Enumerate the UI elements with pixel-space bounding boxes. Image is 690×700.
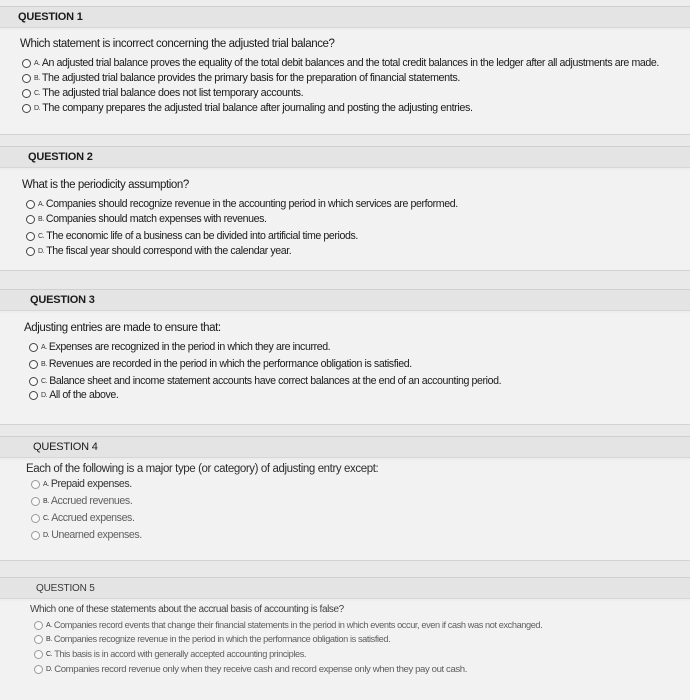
option-text: The adjusted trial balance does not list temporary accounts. bbox=[42, 87, 304, 99]
question-3-option-d[interactable] bbox=[29, 389, 118, 401]
question-1 bbox=[0, 0, 690, 136]
radio-button-icon[interactable] bbox=[29, 360, 38, 369]
radio-button-icon[interactable] bbox=[31, 531, 40, 540]
question-4-header bbox=[0, 436, 690, 458]
option-letter: A. bbox=[43, 480, 49, 488]
option-text: The economic life of a business can be divided into artificial time periods. bbox=[46, 230, 358, 242]
option-text: Companies should match expenses with revenues. bbox=[45, 213, 267, 225]
option-text: Accrued revenues. bbox=[50, 495, 133, 507]
option-text: Balance sheet and income statement accounts have correct balances at the end of an accounting period. bbox=[49, 375, 502, 387]
option-letter: D. bbox=[34, 104, 41, 112]
option-text: Companies record revenue only when they receive cash and record expense only when they pay out cash. bbox=[54, 664, 467, 675]
radio-button-icon[interactable] bbox=[26, 232, 35, 241]
question-2-option-b[interactable] bbox=[26, 213, 267, 225]
option-letter: A. bbox=[41, 343, 47, 351]
radio-button-icon[interactable] bbox=[34, 621, 43, 630]
option-text: Companies recognize revenue in the period in which the performance obligation is satisfied. bbox=[53, 634, 391, 644]
question-4-option-b[interactable] bbox=[31, 495, 132, 507]
question-4-option-c[interactable] bbox=[31, 512, 135, 524]
question-2-title: QUESTION 2 bbox=[28, 151, 93, 163]
option-text: All of the above. bbox=[49, 389, 119, 401]
question-divider bbox=[0, 270, 690, 290]
question-2-option-c[interactable] bbox=[26, 230, 358, 242]
option-letter: A. bbox=[38, 200, 44, 208]
option-text: Expenses are recognized in the period in which they are incurred. bbox=[48, 341, 331, 353]
option-text: Accrued expenses. bbox=[51, 512, 135, 524]
question-5-title: QUESTION 5 bbox=[36, 582, 95, 594]
question-3-option-b[interactable] bbox=[29, 358, 412, 370]
question-3-option-a[interactable] bbox=[29, 341, 330, 353]
question-2-option-d[interactable] bbox=[26, 245, 291, 257]
question-4-title: QUESTION 4 bbox=[33, 441, 98, 453]
question-3-prompt: Adjusting entries are made to ensure that: bbox=[24, 322, 221, 334]
question-1-prompt: Which statement is incorrect concerning the adjusted trial balance? bbox=[20, 38, 335, 50]
option-letter: C. bbox=[41, 377, 48, 385]
question-5-header bbox=[0, 577, 690, 599]
option-text: This basis is in accord with generally accepted accounting principles. bbox=[54, 649, 307, 659]
radio-button-icon[interactable] bbox=[34, 635, 43, 644]
option-text: An adjusted trial balance proves the equality of the total debit balances and the total credit balances in the ledger after all adjustments are made. bbox=[41, 57, 659, 69]
question-3 bbox=[0, 289, 690, 427]
question-1-option-d[interactable] bbox=[22, 102, 473, 114]
option-letter: C. bbox=[43, 514, 50, 522]
option-letter: C. bbox=[46, 650, 53, 658]
radio-button-icon[interactable] bbox=[31, 497, 40, 506]
option-text: The company prepares the adjusted trial balance after journaling and posting the adjusting entries. bbox=[42, 102, 473, 114]
option-text: The fiscal year should correspond with the calendar year. bbox=[46, 245, 292, 257]
option-text: Unearned expenses. bbox=[51, 529, 142, 541]
option-letter: B. bbox=[38, 215, 44, 223]
option-letter: D. bbox=[43, 531, 50, 539]
question-1-option-c[interactable] bbox=[22, 87, 303, 99]
question-4 bbox=[0, 436, 690, 566]
question-4-body bbox=[0, 460, 690, 566]
radio-button-icon[interactable] bbox=[29, 377, 38, 386]
option-text: Companies should recognize revenue in the accounting period in which services are performed. bbox=[45, 198, 458, 210]
option-text: Companies record events that change their financial statements in the period in which events occur, even if cash was not exchanged. bbox=[53, 620, 543, 630]
question-3-option-c[interactable] bbox=[29, 375, 501, 387]
option-letter: C. bbox=[38, 232, 45, 240]
question-4-option-d[interactable] bbox=[31, 529, 142, 541]
question-1-option-b[interactable] bbox=[22, 72, 460, 84]
radio-button-icon[interactable] bbox=[29, 343, 38, 352]
option-letter: B. bbox=[34, 74, 40, 82]
question-1-header bbox=[0, 6, 690, 28]
question-2-header bbox=[0, 146, 690, 168]
question-5-prompt: Which one of these statements about the accrual basis of accounting is false? bbox=[30, 604, 344, 615]
option-text: Prepaid expenses. bbox=[50, 478, 132, 490]
question-2-option-a[interactable] bbox=[26, 198, 458, 210]
question-5-option-b[interactable] bbox=[34, 634, 390, 644]
question-2 bbox=[0, 146, 690, 272]
question-3-header bbox=[0, 289, 690, 311]
radio-button-icon[interactable] bbox=[22, 74, 31, 83]
radio-button-icon[interactable] bbox=[31, 480, 40, 489]
radio-button-icon[interactable] bbox=[34, 665, 43, 674]
question-5-option-d[interactable] bbox=[34, 664, 467, 675]
option-letter: A. bbox=[34, 59, 40, 67]
question-5 bbox=[0, 577, 690, 700]
question-5-body bbox=[0, 601, 690, 700]
radio-button-icon[interactable] bbox=[31, 514, 40, 523]
option-letter: D. bbox=[41, 391, 48, 399]
option-text: The adjusted trial balance provides the primary basis for the preparation of financial statements. bbox=[41, 72, 460, 84]
question-1-body bbox=[0, 30, 690, 134]
radio-button-icon[interactable] bbox=[26, 200, 35, 209]
radio-button-icon[interactable] bbox=[29, 391, 38, 400]
radio-button-icon[interactable] bbox=[22, 104, 31, 113]
question-5-option-a[interactable] bbox=[34, 620, 542, 630]
option-letter: D. bbox=[46, 666, 53, 673]
radio-button-icon[interactable] bbox=[22, 59, 31, 68]
option-letter: C. bbox=[34, 89, 41, 97]
option-letter: D. bbox=[38, 247, 45, 255]
question-4-option-a[interactable] bbox=[31, 478, 132, 490]
question-2-prompt: What is the periodicity assumption? bbox=[22, 179, 189, 191]
option-letter: B. bbox=[41, 360, 47, 368]
question-4-prompt: Each of the following is a major type (or category) of adjusting entry except: bbox=[26, 463, 379, 475]
radio-button-icon[interactable] bbox=[26, 215, 35, 224]
radio-button-icon[interactable] bbox=[22, 89, 31, 98]
question-3-title: QUESTION 3 bbox=[30, 294, 95, 306]
question-3-body bbox=[0, 313, 690, 427]
option-letter: A. bbox=[46, 621, 52, 629]
option-letter: B. bbox=[43, 497, 49, 505]
question-1-title: QUESTION 1 bbox=[18, 11, 83, 23]
question-2-body bbox=[0, 170, 690, 272]
radio-button-icon[interactable] bbox=[34, 650, 43, 659]
option-text: Revenues are recorded in the period in which the performance obligation is satisfied. bbox=[48, 358, 412, 370]
option-letter: B. bbox=[46, 635, 52, 643]
question-1-option-a[interactable] bbox=[22, 57, 659, 69]
question-5-option-c[interactable] bbox=[34, 649, 306, 659]
radio-button-icon[interactable] bbox=[26, 247, 35, 256]
